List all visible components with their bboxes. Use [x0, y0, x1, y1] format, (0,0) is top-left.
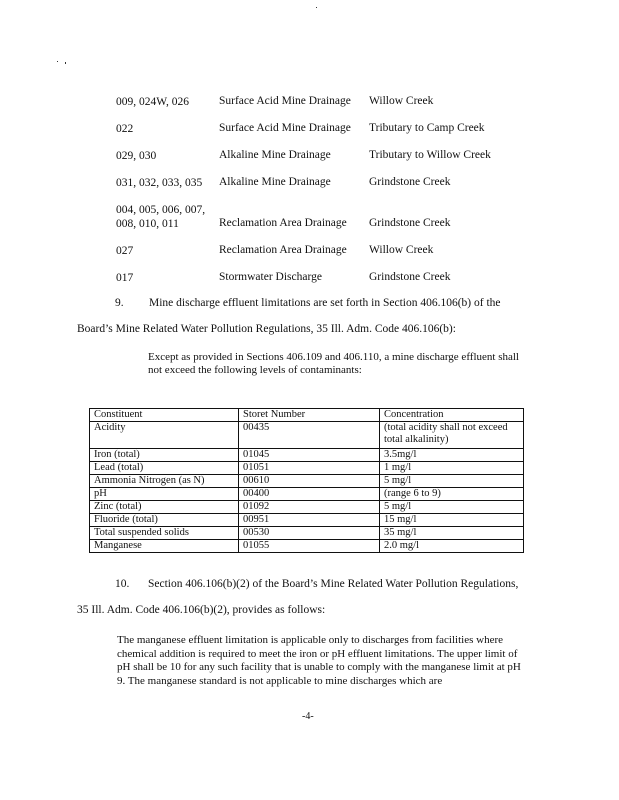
receiving-stream: Grindstone Creek: [369, 176, 451, 188]
storet-cell: 01045: [239, 449, 380, 462]
constituent-cell: Acidity: [90, 422, 239, 449]
receiving-stream: Willow Creek: [369, 244, 434, 256]
constituent-cell: pH: [90, 488, 239, 501]
column-header: Constituent: [90, 409, 239, 422]
receiving-stream: Grindstone Creek: [369, 217, 451, 229]
concentration-cell: 35 mg/l: [380, 527, 524, 540]
receiving-stream: Grindstone Creek: [369, 271, 451, 283]
table-row: [90, 475, 524, 488]
constituent-cell: Ammonia Nitrogen (as N): [90, 475, 239, 488]
table-row: [90, 422, 524, 449]
concentration-cell: (range 6 to 9): [380, 488, 524, 501]
page-number: -4-: [302, 711, 314, 722]
column-header: Concentration: [380, 409, 524, 422]
storet-cell: 00400: [239, 488, 380, 501]
storet-cell: 00951: [239, 514, 380, 527]
discharge-type: Alkaline Mine Drainage: [219, 149, 331, 161]
table-row: [90, 514, 524, 527]
paragraph-10-quote: The manganese effluent limitation is applicable only to discharges from facilities where chemical addition is required to meet the iron or pH effluent limitations. The upper limit of pH shall be 10 for any such facility that is unable to comply with the manganese limit at pH 9. The manganese standard is not applicable to mine discharges which are: [117, 634, 521, 687]
receiving-stream: Willow Creek: [369, 95, 434, 107]
constituent-cell: Fluoride (total): [90, 514, 239, 527]
concentration-cell: 5 mg/l: [380, 501, 524, 514]
table-row: [90, 462, 524, 475]
outfall-row: [116, 122, 536, 136]
outfall-row: [116, 95, 536, 109]
outfall-numbers: 009, 024W, 026: [116, 96, 190, 108]
outfall-numbers: 031, 032, 033, 035: [116, 177, 203, 189]
paragraph-9-number: 9.: [115, 297, 124, 309]
outfall-row: [116, 149, 536, 163]
constituent-cell: Iron (total): [90, 449, 239, 462]
storet-cell: 01051: [239, 462, 380, 475]
concentration-cell: 3.5mg/l: [380, 449, 524, 462]
outfall-row: [116, 244, 536, 258]
storet-cell: 00435: [239, 422, 380, 449]
receiving-stream: Tributary to Camp Creek: [369, 122, 485, 134]
storet-cell: 01092: [239, 501, 380, 514]
outfall-numbers: 022: [116, 123, 134, 135]
table-row: [90, 527, 524, 540]
effluent-limits-table: [89, 408, 524, 553]
outfall-numbers: 017: [116, 272, 134, 284]
table-row: [90, 488, 524, 501]
scan-artifact: [316, 7, 317, 8]
discharge-type: Reclamation Area Drainage: [219, 244, 347, 256]
storet-cell: 00530: [239, 527, 380, 540]
discharge-type: Stormwater Discharge: [219, 271, 322, 283]
scan-artifact: [65, 62, 66, 64]
table-header-row: [90, 409, 524, 422]
outfall-row: [116, 271, 536, 285]
outfall-numbers: 004, 005, 006, 007, 008, 010, 011: [116, 204, 206, 230]
constituent-cell: Total suspended solids: [90, 527, 239, 540]
constituent-cell: Manganese: [90, 540, 239, 553]
paragraph-9-line-1: Mine discharge effluent limitations are set forth in Section 406.106(b) of the: [149, 297, 501, 309]
concentration-cell: (total acidity shall not exceed total alkalinity): [380, 422, 524, 449]
outfall-numbers: 027: [116, 245, 134, 257]
discharge-type: Surface Acid Mine Drainage: [219, 95, 351, 107]
paragraph-10-number: 10.: [115, 578, 130, 590]
concentration-cell: 2.0 mg/l: [380, 540, 524, 553]
table-row: [90, 540, 524, 553]
concentration-cell: 15 mg/l: [380, 514, 524, 527]
table-row: [90, 449, 524, 462]
scan-artifact: [57, 61, 58, 62]
receiving-stream: Tributary to Willow Creek: [369, 149, 491, 161]
outfall-row: [116, 176, 536, 190]
storet-cell: 00610: [239, 475, 380, 488]
outfall-numbers: 029, 030: [116, 150, 157, 162]
discharge-type: Alkaline Mine Drainage: [219, 176, 331, 188]
column-header: Storet Number: [239, 409, 380, 422]
outfall-row: [116, 203, 536, 230]
constituent-cell: Zinc (total): [90, 501, 239, 514]
discharge-type: Surface Acid Mine Drainage: [219, 122, 351, 134]
paragraph-9-quote: Except as provided in Sections 406.109 and 406.110, a mine discharge effluent shall not exceed the following levels of contaminants:: [148, 351, 519, 376]
concentration-cell: 1 mg/l: [380, 462, 524, 475]
table-row: [90, 501, 524, 514]
discharge-type: Reclamation Area Drainage: [219, 217, 347, 229]
constituent-cell: Lead (total): [90, 462, 239, 475]
paragraph-10-line-1: Section 406.106(b)(2) of the Board’s Mine Related Water Pollution Regulations,: [148, 578, 519, 590]
paragraph-10-line-2: 35 Ill. Adm. Code 406.106(b)(2), provides as follows:: [77, 604, 326, 616]
concentration-cell: 5 mg/l: [380, 475, 524, 488]
storet-cell: 01055: [239, 540, 380, 553]
paragraph-9-line-2: Board’s Mine Related Water Pollution Regulations, 35 Ill. Adm. Code 406.106(b):: [77, 323, 456, 335]
